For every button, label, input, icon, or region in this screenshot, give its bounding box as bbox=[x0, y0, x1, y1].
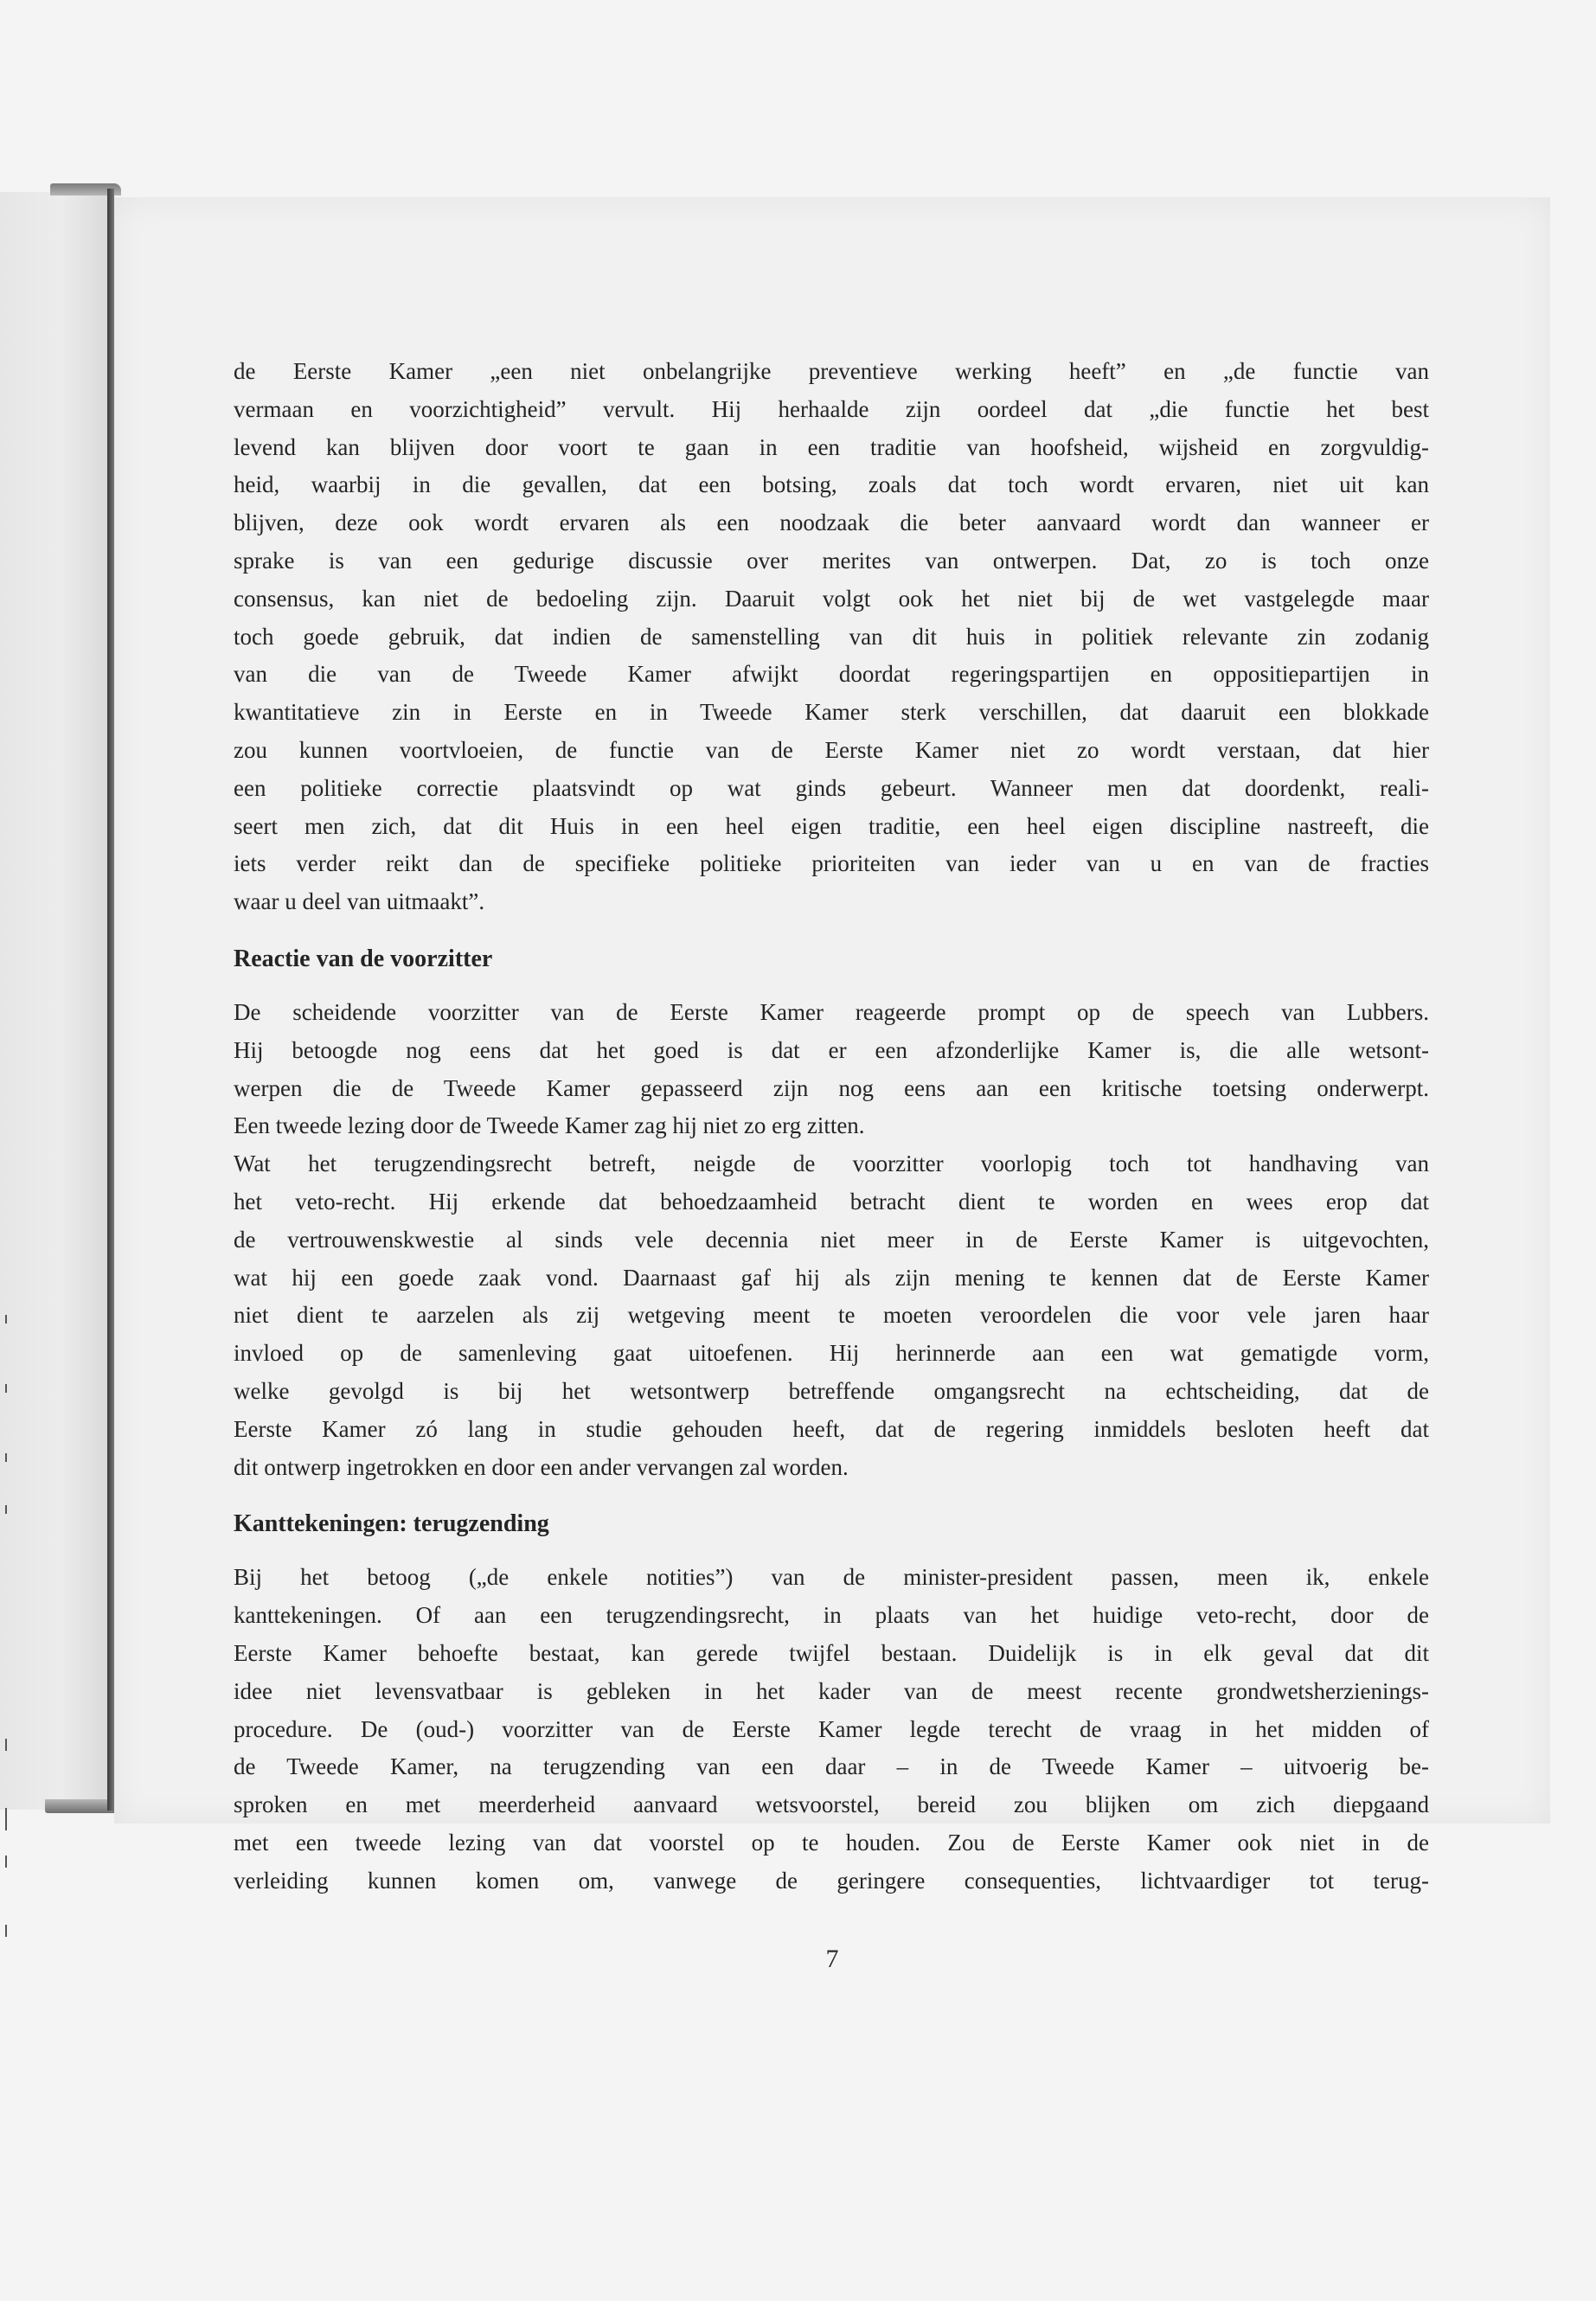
text-line: seert men zich, dat dit Huis in een heel eigen traditie, een heel eigen discipline nastreeft, die bbox=[234, 812, 1429, 839]
text-line: niet dient te aarzelen als zij wetgeving meent te moeten veroordelen die voor vele jaren haar bbox=[234, 1302, 1429, 1329]
text-line: heid, waarbij in die gevallen, dat een botsing, zoals dat toch wordt ervaren, niet uit kan bbox=[234, 471, 1429, 498]
text-line: welke gevolgd is bij het wetsontwerp betreffende omgangsrecht na echtscheiding, dat de bbox=[234, 1377, 1429, 1404]
text-line: consensus, kan niet de bedoeling zijn. Daaruit volgt ook het niet bij de wet vastgelegde maar bbox=[234, 585, 1429, 612]
text-line: de Tweede Kamer, na terugzending van een daar – in de Tweede Kamer – uitvoerig be- bbox=[234, 1753, 1429, 1780]
left-margin-marks bbox=[0, 0, 17, 2301]
text-line: het veto-recht. Hij erkende dat behoedzaamheid betracht dient te worden en wees erop dat bbox=[234, 1188, 1429, 1215]
text-line: zou kunnen voortvloeien, de functie van de Eerste Kamer niet zo wordt verstaan, dat hier bbox=[234, 736, 1429, 763]
text-line: de vertrouwenskwestie al sinds vele decennia niet meer in de Eerste Kamer is uitgevochten, bbox=[234, 1226, 1429, 1253]
text-line: dit ontwerp ingetrokken en door een ander vervangen zal worden. bbox=[234, 1453, 849, 1480]
text-line: invloed op de samenleving gaat uitoefenen. Hij herinnerde aan een wat gematigde vorm, bbox=[234, 1340, 1429, 1367]
paragraph-terugzendingsrecht bbox=[234, 1145, 1429, 1486]
document-page bbox=[114, 197, 1550, 1973]
text-line: wat hij een goede zaak vond. Daarnaast gaf hij als zijn mening te kennen dat de Eerste Kamer bbox=[234, 1264, 1429, 1291]
text-line: kanttekeningen. Of aan een terugzendingsrecht, in plaats van het huidige veto-recht, door de bbox=[234, 1602, 1429, 1629]
text-line: procedure. De (oud-) voorzitter van de Eerste Kamer legde terecht de vraag in het midden of bbox=[234, 1715, 1429, 1742]
text-line: sproken en met meerderheid aanvaard wetsvoorstel, bereid zou blijken om zich diepgaand bbox=[234, 1791, 1429, 1818]
page-gutter-shadow bbox=[107, 189, 114, 1811]
text-line: Eerste Kamer behoefte bestaat, kan gerede twijfel bestaan. Duidelijk is in elk geval dat dit bbox=[234, 1639, 1429, 1666]
text-line: werpen die de Tweede Kamer gepasseerd zijn nog eens aan een kritische toetsing onderwerpt. bbox=[234, 1074, 1429, 1101]
text-line: idee niet levensvatbaar is gebleken in het kader van de meest recente grondwetsherzienings- bbox=[234, 1677, 1429, 1704]
text-line: levend kan blijven door voort te gaan in een traditie van hoofsheid, wijsheid en zorgvuldig- bbox=[234, 433, 1429, 460]
text-line: een politieke correctie plaatsvindt op wat ginds gebeurt. Wanneer men dat doordenkt, reali- bbox=[234, 774, 1429, 801]
text-line: waar u deel van uitmaakt”. bbox=[234, 888, 485, 915]
text-line: van die van de Tweede Kamer afwijkt doordat regeringspartijen en oppositiepartijen in bbox=[234, 661, 1429, 688]
text-line: Bij het betoog („de enkele notities”) van de minister-president passen, meen ik, enkele bbox=[234, 1564, 1429, 1591]
text-line: Een tweede lezing door de Tweede Kamer zag hij niet zo erg zitten. bbox=[234, 1112, 865, 1139]
page-number: 7 bbox=[825, 1945, 839, 1973]
text-line: De scheidende voorzitter van de Eerste Kamer reageerde prompt op de speech van Lubbers. bbox=[234, 998, 1429, 1025]
text-line: iets verder reikt dan de specifieke politieke prioriteiten van ieder van u en van de fracties bbox=[234, 850, 1429, 877]
paragraph-lubbers-quote bbox=[234, 353, 1429, 921]
paragraph-voorzitter-reactie bbox=[234, 994, 1429, 1145]
text-line: sprake is van een gedurige discussie over merites van ontwerpen. Dat, zo is toch onze bbox=[234, 547, 1429, 574]
section-heading-reactie: Reactie van de voorzitter bbox=[234, 945, 493, 972]
text-line: Eerste Kamer zó lang in studie gehouden heeft, dat de regering inmiddels besloten heeft dat bbox=[234, 1415, 1429, 1442]
text-line: Hij betoogde nog eens dat het goed is dat er een afzonderlijke Kamer is, die alle wetsont- bbox=[234, 1036, 1429, 1063]
text-line: de Eerste Kamer „een niet onbelangrijke preventieve werking heeft” en „de functie van bbox=[234, 358, 1429, 384]
text-line: blijven, deze ook wordt ervaren als een noodzaak die beter aanvaard wordt dan wanneer er bbox=[234, 510, 1429, 536]
text-line: toch goede gebruik, dat indien de samenstelling van dit huis in politiek relevante zin zodanig bbox=[234, 623, 1429, 650]
text-line: Wat het terugzendingsrecht betreft, neigde de voorzitter voorlopig toch tot handhaving van bbox=[234, 1150, 1429, 1177]
section-heading-kanttekeningen: Kanttekeningen: terugzending bbox=[234, 1510, 549, 1538]
page-body bbox=[234, 353, 1429, 1900]
text-line: met een tweede lezing van dat voorstel op te houden. Zou de Eerste Kamer ook niet in de bbox=[234, 1829, 1429, 1856]
paragraph-kanttekeningen bbox=[234, 1559, 1429, 1900]
text-line: verleiding kunnen komen om, vanwege de geringere consequenties, lichtvaardiger tot terug- bbox=[234, 1867, 1429, 1894]
text-line: kwantitatieve zin in Eerste en in Tweede Kamer sterk verschillen, dat daaruit een blokkade bbox=[234, 699, 1429, 726]
text-line: vermaan en voorzichtigheid” vervult. Hij herhaalde zijn oordeel dat „die functie het best bbox=[234, 395, 1429, 422]
